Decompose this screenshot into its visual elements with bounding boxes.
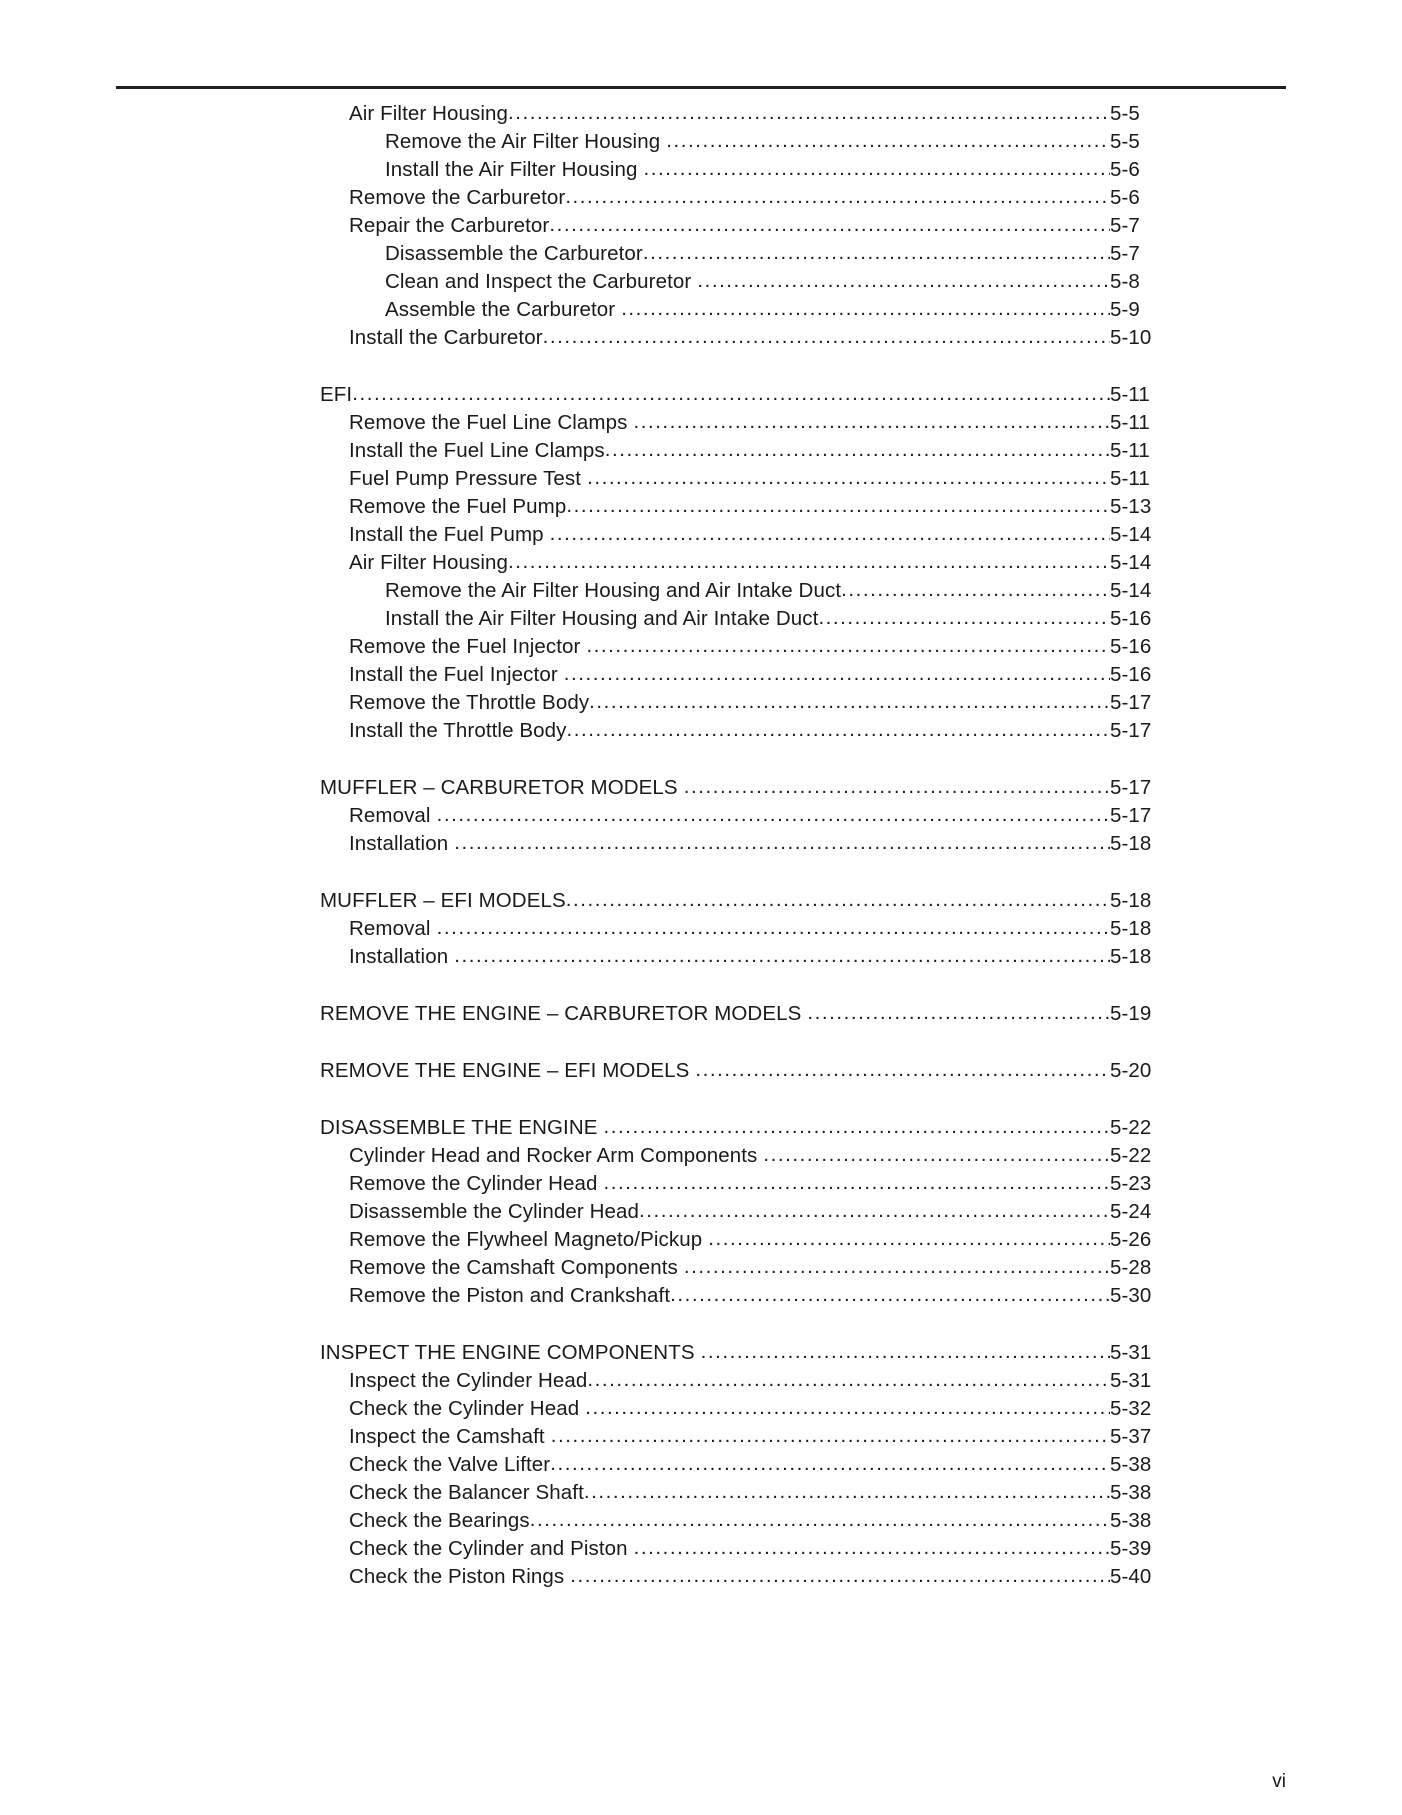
toc-entry-title: Remove the Fuel Injector: [349, 635, 581, 658]
toc-entry-title: Repair the Carburetor: [349, 214, 550, 237]
toc-entry-title: Inspect the Camshaft: [349, 1425, 545, 1448]
toc-entry[interactable]: [0, 1057, 1402, 1085]
toc-dot-leader: [508, 99, 1110, 127]
toc-entry-page-number: 5-16: [1110, 635, 1152, 658]
toc-dot-leader: [586, 632, 1110, 660]
toc-entry[interactable]: [0, 1535, 1402, 1563]
toc-entry[interactable]: [0, 1282, 1402, 1310]
toc-entry-page-number: 5-38: [1110, 1509, 1152, 1532]
toc-entry-title: Clean and Inspect the Carburetor: [385, 270, 692, 293]
toc-dot-leader: [530, 1506, 1110, 1534]
toc-entry[interactable]: [0, 1198, 1402, 1226]
toc-entry-title: REMOVE THE ENGINE – EFI MODELS: [320, 1059, 690, 1082]
toc-entry[interactable]: [0, 1114, 1402, 1142]
toc-entry-title: Remove the Air Filter Housing: [385, 130, 661, 153]
toc-entry-title: Disassemble the Cylinder Head: [349, 1200, 640, 1223]
toc-entry-page-number: 5-14: [1110, 523, 1152, 546]
toc-entry-title: INSPECT THE ENGINE COMPONENTS: [320, 1341, 695, 1364]
toc-entry-page-number: 5-11: [1110, 383, 1150, 406]
toc-entry-page-number: 5-23: [1110, 1172, 1152, 1195]
toc-dot-leader: [550, 520, 1110, 548]
toc-entry-title: DISASSEMBLE THE ENGINE: [320, 1116, 598, 1139]
toc-entry-page-number: 5-18: [1110, 832, 1152, 855]
toc-entry[interactable]: [0, 1000, 1402, 1028]
toc-entry-title: Assemble the Carburetor: [385, 298, 616, 321]
toc-entry-page-number: 5-18: [1110, 945, 1152, 968]
toc-entry-page-number: 5-16: [1110, 663, 1152, 686]
toc-entry[interactable]: [0, 437, 1402, 465]
toc-entry[interactable]: [0, 605, 1402, 633]
toc-entry-page-number: 5-7: [1110, 242, 1140, 265]
toc-entry[interactable]: [0, 100, 1402, 128]
toc-entry[interactable]: [0, 156, 1402, 184]
toc-entry-page-number: 5-26: [1110, 1228, 1152, 1251]
toc-entry-title: EFI: [320, 383, 353, 406]
toc-entry-page-number: 5-22: [1110, 1116, 1152, 1139]
toc-entry-page-number: 5-6: [1110, 186, 1140, 209]
toc-dot-leader: [697, 267, 1110, 295]
toc-entry-title: Remove the Air Filter Housing and Air Intake Duct: [385, 579, 842, 602]
toc-dot-leader: [437, 801, 1110, 829]
toc-dot-leader: [570, 1562, 1110, 1590]
toc-entry-title: Check the Cylinder and Piston: [349, 1537, 628, 1560]
toc-entry-title: Remove the Fuel Pump: [349, 495, 567, 518]
toc-entry-title: Install the Throttle Body: [349, 719, 567, 742]
toc-entry-page-number: 5-6: [1110, 158, 1140, 181]
toc-entry-title: Remove the Flywheel Magneto/Pickup: [349, 1228, 703, 1251]
toc-dot-leader: [684, 773, 1110, 801]
toc-dot-leader: [567, 716, 1111, 744]
toc-entry-title: Remove the Carburetor: [349, 186, 566, 209]
toc-entry-page-number: 5-10: [1110, 326, 1152, 349]
toc-entry[interactable]: [0, 633, 1402, 661]
toc-entry-page-number: 5-40: [1110, 1565, 1152, 1588]
toc-entry-page-number: 5-31: [1110, 1341, 1152, 1364]
toc-entry-title: Remove the Throttle Body: [349, 691, 590, 714]
toc-entry-title: Check the Bearings: [349, 1509, 530, 1532]
toc-entry-page-number: 5-14: [1110, 579, 1152, 602]
toc-entry-title: Install the Fuel Line Clamps: [349, 439, 605, 462]
toc-entry[interactable]: [0, 184, 1402, 212]
toc-dot-leader: [587, 464, 1110, 492]
toc-dot-leader: [708, 1225, 1110, 1253]
toc-entry[interactable]: [0, 830, 1402, 858]
toc-dot-leader: [604, 1113, 1110, 1141]
toc-dot-leader: [437, 914, 1110, 942]
toc-entry[interactable]: [0, 324, 1402, 352]
toc-dot-leader: [639, 1197, 1110, 1225]
toc-dot-leader: [807, 999, 1110, 1027]
toc-entry[interactable]: [0, 1423, 1402, 1451]
toc-entry[interactable]: [0, 1226, 1402, 1254]
toc-entry-title: Remove the Fuel Line Clamps: [349, 411, 628, 434]
toc-entry[interactable]: [0, 1254, 1402, 1282]
toc-dot-leader: [666, 127, 1110, 155]
toc-dot-leader: [564, 660, 1110, 688]
toc-dot-leader: [566, 886, 1110, 914]
toc-dot-leader: [763, 1141, 1110, 1169]
toc-dot-leader: [549, 211, 1110, 239]
toc-dot-leader: [454, 942, 1110, 970]
toc-entry-page-number: 5-17: [1110, 776, 1152, 799]
toc-entry[interactable]: [0, 774, 1402, 802]
toc-entry-page-number: 5-11: [1110, 439, 1150, 462]
toc-entry-title: Check the Valve Lifter: [349, 1453, 551, 1476]
toc-entry-page-number: 5-9: [1110, 298, 1140, 321]
toc-entry-title: Fuel Pump Pressure Test: [349, 467, 582, 490]
toc-dot-leader: [543, 323, 1110, 351]
toc-entry-page-number: 5-16: [1110, 607, 1152, 630]
toc-entry[interactable]: [0, 1479, 1402, 1507]
toc-entry-title: Air Filter Housing: [349, 102, 509, 125]
toc-entry[interactable]: [0, 1339, 1402, 1367]
toc-entry[interactable]: [0, 212, 1402, 240]
toc-entry-title: Installation: [349, 945, 449, 968]
toc-entry-title: Install the Fuel Injector: [349, 663, 558, 686]
toc-entry-page-number: 5-5: [1110, 102, 1140, 125]
toc-entry-title: Air Filter Housing: [349, 551, 509, 574]
toc-entry[interactable]: [0, 1142, 1402, 1170]
toc-entry-page-number: 5-24: [1110, 1200, 1152, 1223]
toc-entry-page-number: 5-18: [1110, 889, 1152, 912]
toc-entry-title: Installation: [349, 832, 449, 855]
toc-dot-leader: [587, 1366, 1110, 1394]
toc-dot-leader: [621, 295, 1110, 323]
toc-entry-title: Remove the Camshaft Components: [349, 1256, 678, 1279]
toc-dot-leader: [566, 492, 1110, 520]
toc-entry-title: Check the Piston Rings: [349, 1565, 565, 1588]
toc-entry-page-number: 5-30: [1110, 1284, 1152, 1307]
toc-dot-leader: [633, 408, 1110, 436]
toc-entry-page-number: 5-5: [1110, 130, 1140, 153]
toc-dot-leader: [550, 1450, 1110, 1478]
toc-entry-page-number: 5-14: [1110, 551, 1152, 574]
toc-dot-leader: [643, 239, 1110, 267]
toc-entry-page-number: 5-37: [1110, 1425, 1152, 1448]
toc-entry-title: Remove the Piston and Crankshaft: [349, 1284, 671, 1307]
toc-entry-title: Removal: [349, 804, 431, 827]
toc-entry[interactable]: [0, 1451, 1402, 1479]
header-rule: [116, 86, 1286, 89]
toc-dot-leader: [695, 1056, 1110, 1084]
toc-entry[interactable]: [0, 521, 1402, 549]
toc-entry-title: Check the Balancer Shaft: [349, 1481, 584, 1504]
toc-entry-title: Install the Carburetor: [349, 326, 543, 349]
toc-entry-page-number: 5-19: [1110, 1002, 1152, 1025]
toc-entry[interactable]: [0, 661, 1402, 689]
toc-entry-title: Remove the Cylinder Head: [349, 1172, 598, 1195]
toc-entry-page-number: 5-22: [1110, 1144, 1152, 1167]
toc-entry[interactable]: [0, 717, 1402, 745]
toc-entry-page-number: 5-39: [1110, 1537, 1152, 1560]
toc-entry[interactable]: [0, 296, 1402, 324]
toc-entry[interactable]: [0, 493, 1402, 521]
toc-entry-page-number: 5-28: [1110, 1256, 1152, 1279]
toc-dot-leader: [604, 1169, 1110, 1197]
toc-entry-page-number: 5-38: [1110, 1453, 1152, 1476]
toc-entry-page-number: 5-32: [1110, 1397, 1152, 1420]
toc-entry-title: Inspect the Cylinder Head: [349, 1369, 588, 1392]
toc-entry[interactable]: [0, 549, 1402, 577]
toc-entry[interactable]: [0, 689, 1402, 717]
toc-entry-page-number: 5-11: [1110, 467, 1150, 490]
toc-entry[interactable]: [0, 409, 1402, 437]
toc-entry[interactable]: [0, 887, 1402, 915]
toc-entry-title: Install the Fuel Pump: [349, 523, 544, 546]
toc-entry[interactable]: [0, 128, 1402, 156]
toc-entry[interactable]: [0, 381, 1402, 409]
toc-entry-title: MUFFLER – CARBURETOR MODELS: [320, 776, 678, 799]
toc-entry-page-number: 5-17: [1110, 691, 1152, 714]
toc-dot-leader: [352, 380, 1110, 408]
toc-entry-page-number: 5-38: [1110, 1481, 1152, 1504]
toc-dot-leader: [585, 1394, 1110, 1422]
toc-entry-page-number: 5-13: [1110, 495, 1152, 518]
toc-entry-title: MUFFLER – EFI MODELS: [320, 889, 566, 912]
toc-entry[interactable]: [0, 802, 1402, 830]
toc-entry-title: Disassemble the Carburetor: [385, 242, 643, 265]
toc-dot-leader: [644, 155, 1110, 183]
toc-entry[interactable]: [0, 1367, 1402, 1395]
footer-page-number: vi: [1272, 1771, 1286, 1792]
toc-entry[interactable]: [0, 943, 1402, 971]
toc-entry[interactable]: [0, 1395, 1402, 1423]
toc-dot-leader: [551, 1422, 1110, 1450]
toc-entry-title: Cylinder Head and Rocker Arm Components: [349, 1144, 758, 1167]
toc-entry-page-number: 5-20: [1110, 1059, 1152, 1082]
toc-dot-leader: [508, 548, 1110, 576]
toc-entry-page-number: 5-31: [1110, 1369, 1152, 1392]
toc-dot-leader: [634, 1534, 1110, 1562]
toc-entry-title: Removal: [349, 917, 431, 940]
toc-entry[interactable]: [0, 1563, 1402, 1591]
toc-dot-leader: [589, 688, 1110, 716]
toc-entry[interactable]: [0, 1170, 1402, 1198]
toc-entry[interactable]: [0, 915, 1402, 943]
toc-entry-title: Install the Air Filter Housing and Air Intake Duct: [385, 607, 819, 630]
toc-entry-page-number: 5-7: [1110, 214, 1140, 237]
toc-entry[interactable]: [0, 465, 1402, 493]
toc-entry-title: REMOVE THE ENGINE – CARBURETOR MODELS: [320, 1002, 802, 1025]
toc-dot-leader: [605, 436, 1110, 464]
toc-dot-leader: [584, 1478, 1110, 1506]
toc-dot-leader: [684, 1253, 1110, 1281]
toc-entry-title: Install the Air Filter Housing: [385, 158, 638, 181]
toc-dot-leader: [670, 1281, 1110, 1309]
toc-dot-leader: [701, 1338, 1110, 1366]
toc-dot-leader: [454, 829, 1110, 857]
table-of-contents: [0, 100, 1402, 1591]
toc-dot-leader: [565, 183, 1110, 211]
toc-entry[interactable]: [0, 240, 1402, 268]
toc-entry-page-number: 5-11: [1110, 411, 1150, 434]
toc-entry[interactable]: [0, 577, 1402, 605]
toc-dot-leader: [841, 576, 1110, 604]
toc-entry-page-number: 5-18: [1110, 917, 1152, 940]
toc-entry-page-number: 5-17: [1110, 719, 1152, 742]
toc-dot-leader: [818, 604, 1110, 632]
toc-entry-title: Check the Cylinder Head: [349, 1397, 580, 1420]
toc-entry[interactable]: [0, 268, 1402, 296]
toc-entry-page-number: 5-17: [1110, 804, 1152, 827]
toc-entry-page-number: 5-8: [1110, 270, 1140, 293]
toc-entry[interactable]: [0, 1507, 1402, 1535]
